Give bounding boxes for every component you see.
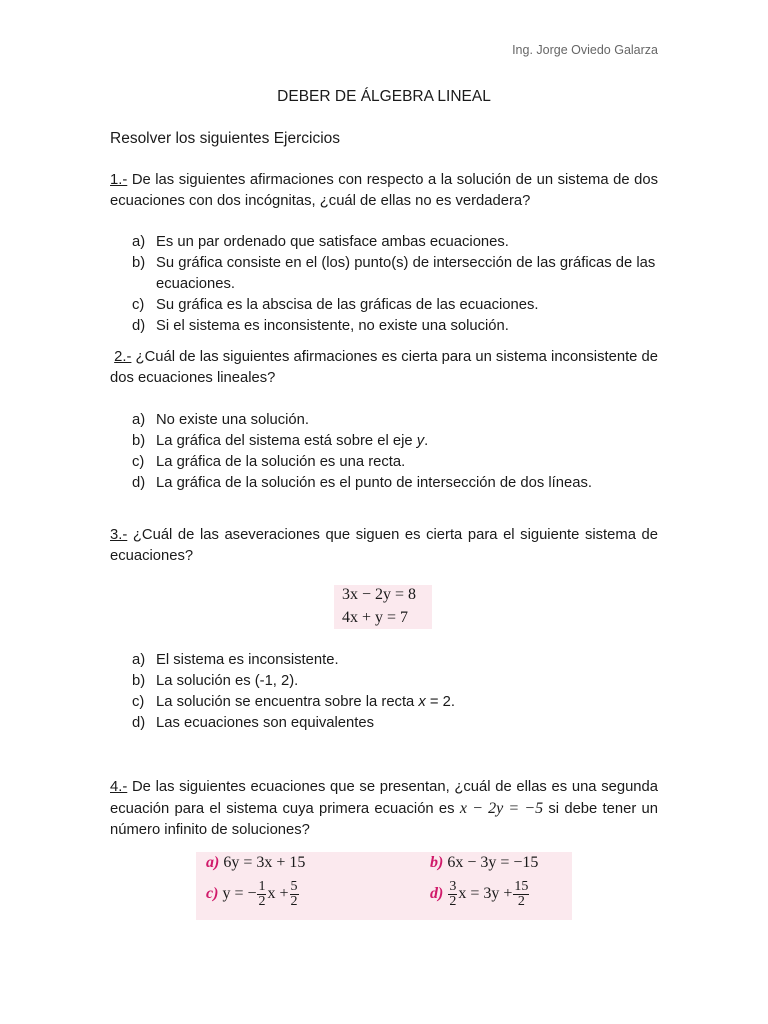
answer-letter: d): [430, 885, 444, 903]
first-equation: x − 2y = −5: [459, 800, 544, 817]
question-number: 1.-: [110, 172, 128, 188]
answer-expression: 6y = 3x + 15: [223, 854, 306, 871]
answer-expression: 6x − 3y = −15: [447, 854, 539, 871]
answer-a: [206, 854, 305, 872]
option-label: c): [132, 297, 145, 313]
question-3-options: [132, 650, 658, 734]
question-text: ¿Cuál de las aseveraciones que siguen es cierta para el siguiente sistema de ecuaciones?: [110, 527, 658, 564]
fraction-numerator: 1: [258, 879, 266, 894]
option-d: [132, 473, 658, 494]
option-label: a): [132, 412, 146, 428]
fraction-numerator: 3: [449, 879, 457, 894]
option-b: [132, 253, 658, 295]
question-number: 3.-: [110, 527, 128, 543]
equation-2: 4x + y = 7: [342, 609, 409, 626]
option-text: El sistema es inconsistente.: [156, 652, 339, 668]
document-title: DEBER DE ÁLGEBRA LINEAL: [277, 88, 491, 105]
option-text-end: .: [424, 433, 429, 449]
fraction-numerator: 5: [290, 879, 298, 894]
answer-c: [206, 880, 300, 909]
question-text: De las siguientes afirmaciones con respecto a la solución de un sistema de dos ecuaciones con dos incógnitas, ¿cuál de ellas no es verdadera?: [110, 172, 658, 209]
option-text-end: = 2.: [425, 694, 456, 710]
equation-1: 3x − 2y = 8: [342, 586, 417, 603]
fraction-denominator: 2: [517, 894, 525, 909]
answer-letter: c): [206, 885, 219, 903]
option-text: La solución es (-1, 2).: [156, 673, 299, 689]
answer-mid: x +: [267, 885, 289, 903]
answer-d: [430, 880, 530, 909]
option-text: La gráfica de la solución es el punto de intersección de dos líneas.: [156, 475, 592, 491]
fraction: [513, 880, 529, 909]
answer-choices-box: [196, 852, 572, 920]
equation-system-box: [334, 585, 432, 629]
answer-lhs: y = −: [222, 885, 257, 903]
question-3: [110, 525, 658, 567]
option-label: d): [132, 715, 146, 731]
fraction: [257, 880, 266, 909]
option-label: b): [132, 433, 146, 449]
question-number: 4.-: [110, 779, 128, 795]
question-text: ¿Cuál de las siguientes afirmaciones es cierta para un sistema inconsistente de dos ecuaciones lineales?: [110, 349, 658, 386]
author-name: Ing. Jorge Oviedo Galarza: [512, 43, 658, 57]
fraction-denominator: 2: [449, 894, 457, 909]
question-1: [110, 170, 658, 212]
option-text: La solución se encuentra sobre la recta: [156, 694, 419, 710]
option-text: Es un par ordenado que satisface ambas ecuaciones.: [156, 234, 509, 250]
option-text: Su gráfica es la abscisa de las gráficas de las ecuaciones.: [156, 297, 539, 313]
option-text: La gráfica de la solución es una recta.: [156, 454, 406, 470]
fraction: [448, 880, 457, 909]
option-b: [132, 671, 658, 692]
option-label: b): [132, 255, 146, 271]
question-text-end: si debe tener un número infinito de soluciones?: [110, 801, 659, 838]
option-label: d): [132, 475, 146, 491]
fraction: [290, 880, 299, 909]
option-c: [132, 452, 658, 473]
answer-b: [430, 854, 538, 872]
fraction-numerator: 15: [514, 879, 529, 894]
option-label: c): [132, 454, 145, 470]
option-text: Si el sistema es inconsistente, no existe una solución.: [156, 318, 509, 334]
option-a: [132, 650, 658, 671]
fraction-denominator: 2: [258, 894, 266, 909]
fraction-denominator: 2: [290, 894, 298, 909]
option-text: La gráfica del sistema está sobre el eje: [156, 433, 417, 449]
option-a: [132, 410, 658, 431]
option-label: a): [132, 234, 146, 250]
option-variable: y: [416, 433, 425, 449]
option-d: [132, 316, 658, 337]
option-text: No existe una solución.: [156, 412, 309, 428]
option-b: [132, 431, 658, 452]
question-4: [110, 777, 658, 841]
answer-letter: a): [206, 854, 220, 871]
question-text: De las siguientes ecuaciones que se presentan, ¿cuál de ellas es una segunda ecuación para el sistema cuya primera ecuación es: [110, 779, 658, 817]
option-c: [132, 295, 658, 316]
option-label: c): [132, 694, 145, 710]
option-text: Las ecuaciones son equivalentes: [156, 715, 374, 731]
document-subtitle: Resolver los siguientes Ejercicios: [110, 130, 341, 147]
question-1-options: [132, 232, 658, 337]
question-2: [110, 347, 658, 389]
answer-mid: x = 3y +: [458, 885, 513, 903]
answer-letter: b): [430, 854, 444, 871]
option-label: d): [132, 318, 146, 334]
option-d: [132, 713, 658, 734]
option-a: [132, 232, 658, 253]
option-label: b): [132, 673, 146, 689]
option-label: a): [132, 652, 146, 668]
option-c: [132, 692, 658, 713]
question-2-options: [132, 410, 658, 494]
question-number: 2.-: [114, 349, 132, 365]
option-text: Su gráfica consiste en el (los) punto(s) de intersección de las gráficas de las ecuaciones.: [156, 255, 656, 292]
option-variable: x: [418, 694, 426, 710]
